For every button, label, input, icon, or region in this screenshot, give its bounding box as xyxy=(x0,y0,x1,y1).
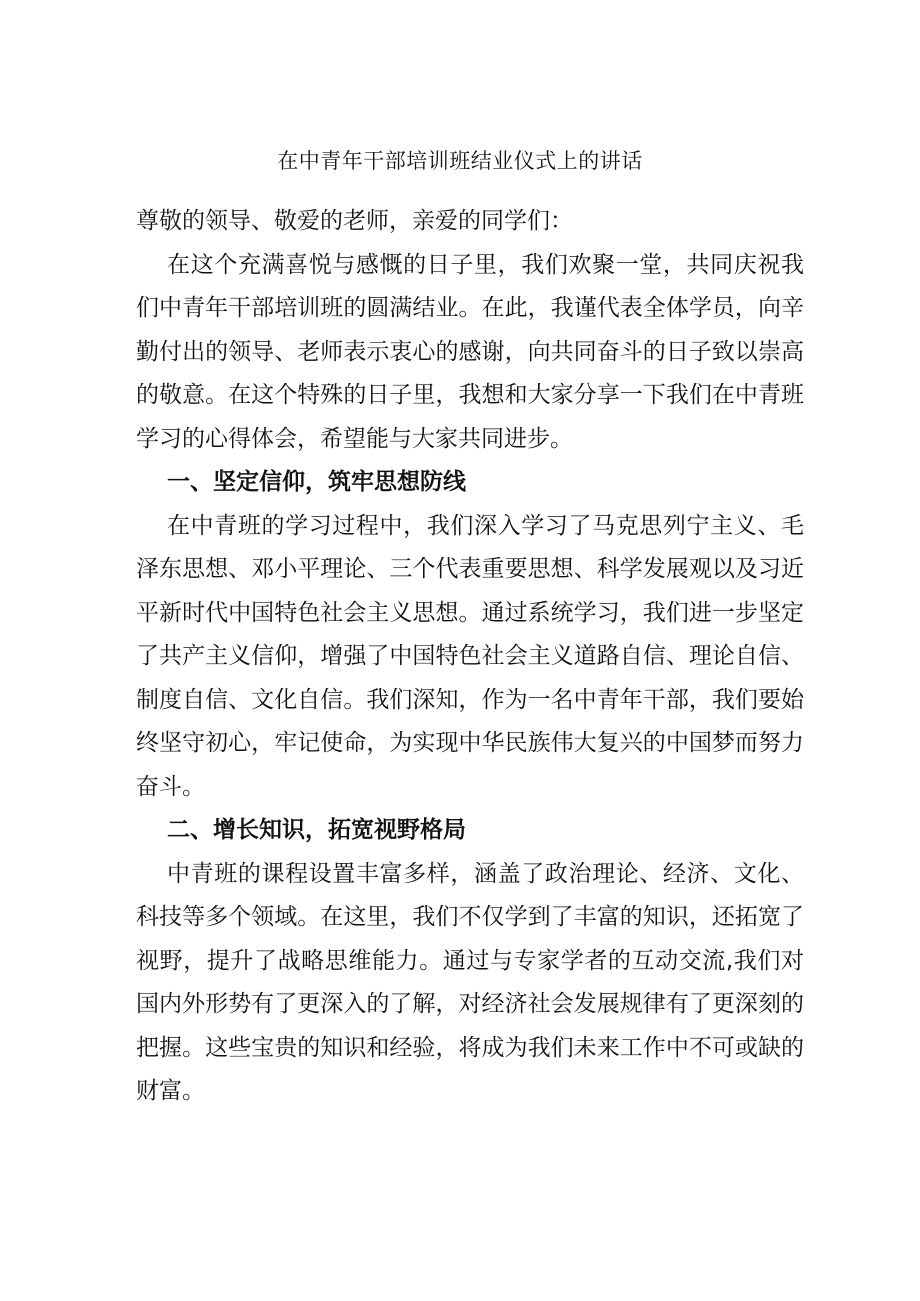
document-title: 在中青年干部培训班结业仪式上的讲话 xyxy=(277,149,643,173)
salutation: 尊敬的领导、敬爱的老师，亲爱的同学们： xyxy=(136,208,573,234)
document-body xyxy=(136,200,804,1114)
section-heading-2: 二、增长知识，拓宽视野格局 xyxy=(167,817,466,843)
section-heading-1: 一、坚定信仰，筑牢思想防线 xyxy=(167,469,466,495)
paragraph-section-2: 中青班的课程设置丰富多样，涵盖了政治理论、经济、文化、科技等多个领域。在这里，我们不仅学到了丰富的知识，还拓宽了视野，提升了战略思维能力。通过与专家学者的互动交流,我们对国内外形势有了更深入的了解，对经济社会发展规律有了更深刻的把握。这些宝贵的知识和经验，将成为我们未来工作中不可或缺的财富。 xyxy=(136,860,804,1104)
paragraph-section-1: 在中青班的学习过程中，我们深入学习了马克思列宁主义、毛泽东思想、邓小平理论、三个代表重要思想、科学发展观以及习近平新时代中国特色社会主义思想。通过系统学习，我们进一步坚定了共产主义信仰，增强了中国特色社会主义道路自信、理论自信、制度自信、文化自信。我们深知，作为一名中青年干部，我们要始终坚守初心，牢记使命，为实现中华民族伟大复兴的中国梦而努力奋斗。 xyxy=(136,512,804,800)
paragraph-opening: 在这个充满喜悦与感慨的日子里，我们欢聚一堂，共同庆祝我们中青年干部培训班的圆满结业。在此，我谨代表全体学员，向辛勤付出的领导、老师表示衷心的感谢，向共同奋斗的日子致以崇高的敬意。在这个特殊的日子里，我想和大家分享一下我们在中青班学习的心得体会，希望能与大家共同进步。 xyxy=(136,251,804,452)
